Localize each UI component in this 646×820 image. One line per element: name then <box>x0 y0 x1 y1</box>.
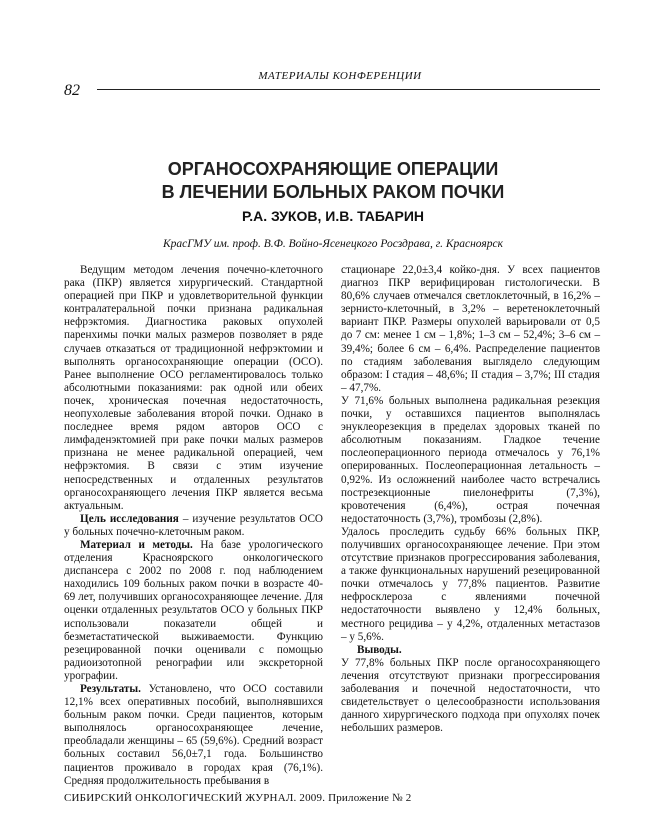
followup-paragraph-cont: Удалось проследить судьбу 66% больных ПКР, получивших органосохраняющее лечение. При этом отсутствие признаков прогрессирования заболевания, а также функциональных нарушений резецированной почки отмечалось у 77,8% пациентов. Развитие нефросклероза с явлениями почечной недостаточности выявлено у 12,4% больных, местного рецидива – у 4,2%, отдаленных метастазов – у 5,6%. <box>341 525 601 643</box>
conclusions-label: Выводы. <box>357 643 402 656</box>
aim-label: Цель исследования <box>80 512 179 525</box>
aim-paragraph <box>64 513 323 539</box>
resection-paragraph-cont: У 71,6% больных выполнена радикальная резекция почки, у оставшихся пациентов выполнялась энуклеорезекция в пределах здоровых тканей по абсолютным показаниям. Гладкое течение послеоперационного периода отмечалось у 76,1% оперированных. Послеоперационная летальность – 0,92%. Из осложнений наиболее часто встречались пострезекционные пиелонефриты (7,3%), кровотечения (6,4%), острая почечная недостаточность (3,7%), тромбозы (2,8%). <box>341 394 601 525</box>
right-column <box>341 264 600 735</box>
methods-paragraph <box>64 539 323 683</box>
title-line-2: В ЛЕЧЕНИИ БОЛЬНЫХ РАКОМ ПОЧКИ <box>161 182 505 202</box>
left-column <box>64 264 323 788</box>
page-number: 82 <box>64 82 80 99</box>
article-title <box>60 158 606 204</box>
journal-footer: СИБИРСКИЙ ОНКОЛОГИЧЕСКИЙ ЖУРНАЛ. 2009. Приложение № 2 <box>64 792 412 804</box>
aim-text: – изучение результатов ОСО у больных почечно-клеточным раком. <box>64 512 323 538</box>
methods-label: Материал и методы. <box>80 538 193 551</box>
running-header: МАТЕРИАЛЫ КОНФЕРЕНЦИИ <box>258 70 422 82</box>
results-label: Результаты. <box>80 683 141 695</box>
header-rule <box>97 89 600 90</box>
title-line-1: ОРГАНОСОХРАНЯЮЩИЕ ОПЕРАЦИИ <box>167 159 499 179</box>
conclusions-paragraph <box>341 644 600 657</box>
affiliation: КрасГМУ им. проф. В.Ф. Войно-Ясенецкого Росздрава, г. Красноярск <box>163 238 503 250</box>
intro-paragraph: Ведущим методом лечения почечно-клеточного рака (ПКР) является хирургический. Стандартной операцией при ПКР и удовлетворительной функции контралатеральной почки признана радикальная нефрэктомия. Диагностика раковых опухолей паренхимы почки малых размеров позволяет в ряде случаев отказаться от традиционной нефрэктомии и выполнять органосохраняющие операции (ОСО). Ранее выполнение ОСО регламентировалось только абсолютными показаниями: рак одной или обеих почек, хроническая почечная недостаточность, неопухолевые заболевания второй почки. Однако в последнее время рядом авторов ОСО с лимфаденэктомией при раке почки малых размеров признана не менее радикальной операцией, чем нефрэктомия. В связи с этим изучение непосредственных и отдаленных результатов органосохраняющего лечения ПКР является весьма актуальным. <box>64 264 323 512</box>
authors: Р.А. ЗУКОВ, И.В. ТАБАРИН <box>241 208 425 224</box>
conclusions-paragraph-cont: У 77,8% больных ПКР после органосохраняющего лечения отсутствуют признаки прогрессирования заболевания и почечной недостаточности, что свидетельствует о целесообразности использования данного хирургического подхода при опухолях почек небольших размеров. <box>341 656 601 735</box>
results-paragraph-cont: стационаре 22,0±3,4 койко-дня. У всех пациентов диагноз ПКР верифицирован гистологически. В 80,6% случаев отмечался светлоклеточный, в 16,2% – зернисто-клеточный, в 3,2% – веретеноклеточный вариант ПКР. Размеры опухолей варьировали от 0,5 до 7 см: менее 1 см – 1,8%; 1–3 см – 52,4%; 3–6 см – 39,4%; более 6 см – 6,4%. Распределение пациентов по стадиям заболевания выглядело следующим образом: I стадия – 48,6%; II стадия – 3,7%; III стадия – 47,7%. <box>341 264 601 394</box>
methods-text: На базе урологического отделения Красноярского онкологического диспансера с 2002 по 2008 г. под наблюдением находились 109 больных раком почки в возрасте 40-69 лет, получивших органосохраняющее лечение. Для оценки отдаленных результатов ОСО у больных ПКР использовали показатели общей и безметастатической выживаемости. Функцию резецированной почки оценивали с помощью радиоизотопной ренографии или экскреторной урографии. <box>64 538 323 682</box>
results-paragraph <box>64 683 323 788</box>
results-text: Установлено, что ОСО составили 12,1% всех оперативных пособий, выполнявшихся больным раком почки. Среди пациентов, которым выполнялось органосохраняющее лечение, преобладали женщины – 65 (59,6%). Средний возраст больных составил 56,0±7,1 года. Большинство пациентов проживало в городах края (76,1%). Средняя продолжительность пребывания в <box>64 683 323 787</box>
